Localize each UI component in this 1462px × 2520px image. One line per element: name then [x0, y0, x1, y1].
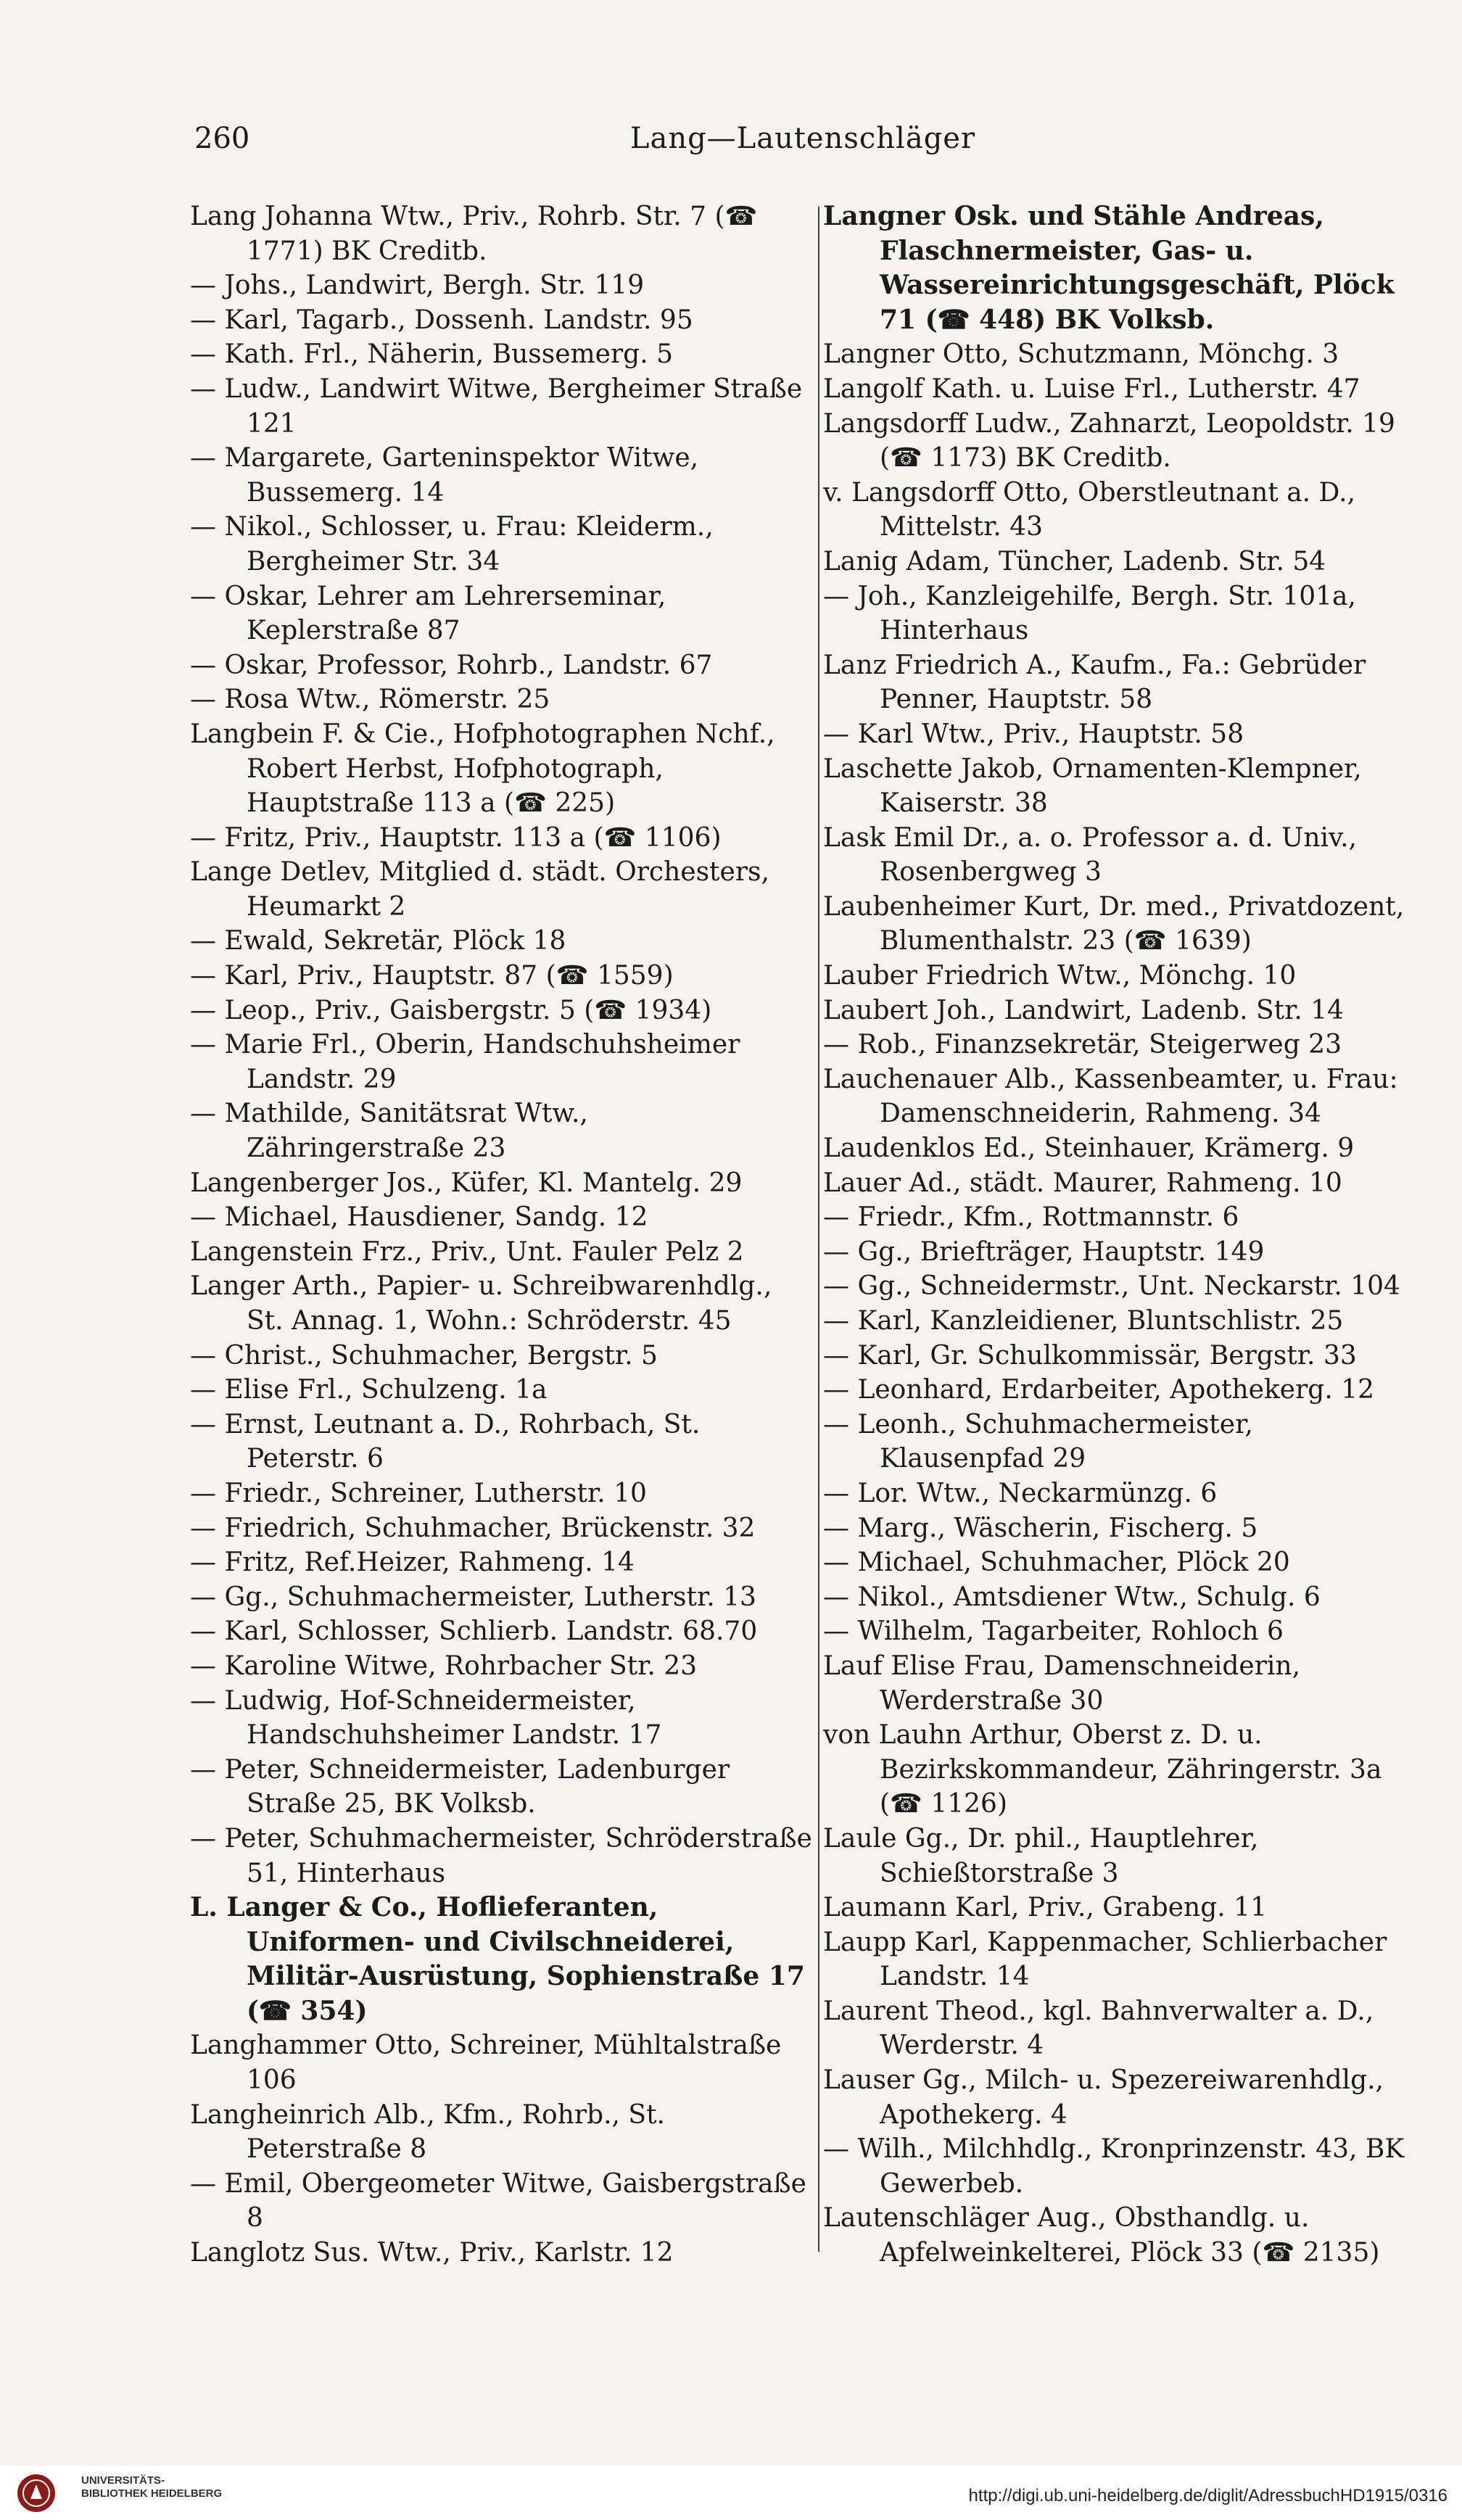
directory-entry: — Gg., Schuhmachermeister, Lutherstr. 13	[190, 1582, 756, 1612]
directory-entry: — Michael, Hausdiener, Sandg. 12	[190, 1202, 648, 1233]
directory-entry: Laupp Karl, Kappenmacher, Schlierbacher Landstr. 14	[823, 1927, 1387, 1992]
directory-entry: Langhammer Otto, Schreiner, Mühltalstraße 106	[190, 2031, 782, 2096]
directory-entry: — Gg., Briefträger, Hauptstr. 149	[823, 1236, 1265, 1267]
directory-entry: Langenstein Frz., Priv., Unt. Fauler Pelz 2	[190, 1236, 744, 1267]
directory-entry: — Nikol., Schlosser, u. Frau: Kleiderm., Bergheimer Str. 34	[190, 512, 714, 577]
directory-entry: — Oskar, Lehrer am Lehrerseminar, Keplerstraße 87	[190, 581, 666, 646]
directory-entry: — Friedr., Schreiner, Lutherstr. 10	[190, 1478, 647, 1508]
directory-entry: — Lor. Wtw., Neckarmünzg. 6	[823, 1478, 1218, 1508]
directory-entry: — Margarete, Garteninspektor Witwe, Bussemerg. 14	[190, 443, 699, 508]
directory-entry: — Karl, Tagarb., Dossenh. Landstr. 95	[190, 305, 693, 335]
source-url[interactable]: http://digi.ub.uni-heidelberg.de/diglit/AdressbuchHD1915/0316	[968, 2486, 1447, 2505]
directory-entry: — Wilh., Milchhdlg., Kronprinzenstr. 43, BK Gewerbeb.	[823, 2134, 1405, 2199]
directory-entry: — Wilhelm, Tagarbeiter, Rohloch 6	[823, 1616, 1284, 1647]
directory-entry: — Peter, Schuhmachermeister, Schröderstraße 51, Hinterhaus	[190, 1823, 812, 1888]
directory-entry: Lauber Friedrich Wtw., Mönchg. 10	[823, 961, 1297, 991]
directory-entry: — Rob., Finanzsekretär, Steigerweg 23	[823, 1030, 1342, 1060]
right-column	[823, 199, 1418, 2271]
left-column	[190, 199, 814, 2271]
directory-entry: — Marie Frl., Oberin, Handschuhsheimer Landstr. 29	[190, 1030, 740, 1094]
directory-entry: — Joh., Kanzleigehilfe, Bergh. Str. 101a, Hinterhaus	[823, 581, 1356, 646]
directory-entry: — Ernst, Leutnant a. D., Rohrbach, St. Peterstr. 6	[190, 1409, 701, 1474]
directory-entry: Lauer Ad., städt. Maurer, Rahmeng. 10	[823, 1168, 1342, 1198]
directory-entry: — Marg., Wäscherin, Fischerg. 5	[823, 1513, 1258, 1543]
directory-entry: — Kath. Frl., Näherin, Bussemerg. 5	[190, 339, 673, 370]
directory-entry: Laschette Jakob, Ornamenten-Klempner, Kaiserstr. 38	[823, 753, 1362, 819]
directory-entry: — Nikol., Amtsdiener Wtw., Schulg. 6	[823, 1582, 1321, 1612]
directory-entry: Laurent Theod., kgl. Bahnverwalter a. D., Werderstr. 4	[823, 1996, 1374, 2061]
column-divider	[818, 207, 819, 2252]
page-title: Lang—Lautenschläger	[629, 122, 976, 155]
directory-entry: Lanz Friedrich A., Kaufm., Fa.: Gebrüder Penner, Hauptstr. 58	[823, 650, 1366, 715]
directory-entry: — Rosa Wtw., Römerstr. 25	[190, 685, 550, 715]
directory-entry: v. Langsdorff Otto, Oberstleutnant a. D., Mittelstr. 43	[823, 477, 1356, 542]
directory-entry: — Fritz, Priv., Hauptstr. 113 a (☎ 1106)	[190, 822, 722, 853]
footer-bar	[0, 2466, 1462, 2520]
directory-entry: — Elise Frl., Schulzeng. 1a	[190, 1375, 548, 1405]
directory-entry: — Karl, Gr. Schulkommissär, Bergstr. 33	[823, 1340, 1357, 1371]
directory-entry: — Karl, Kanzleidiener, Bluntschlistr. 25	[823, 1306, 1344, 1336]
directory-entry: Lanig Adam, Tüncher, Ladenb. Str. 54	[823, 546, 1326, 577]
directory-entry: Laumann Karl, Priv., Grabeng. 11	[823, 1893, 1267, 1923]
page-header	[194, 122, 1411, 165]
directory-entry: Langlotz Sus. Wtw., Priv., Karlstr. 12	[190, 2238, 674, 2268]
directory-entry: — Ewald, Sekretär, Plöck 18	[190, 926, 566, 957]
directory-entry: Lange Detlev, Mitglied d. städt. Orchesters, Heumarkt 2	[190, 857, 769, 922]
directory-entry: Lang Johanna Wtw., Priv., Rohrb. Str. 7 (☎ 1771) BK Creditb.	[190, 202, 758, 266]
library-name: UNIVERSITÄTS- BIBLIOTHEK HEIDELBERG	[81, 2474, 223, 2500]
directory-entry: — Gg., Schneidermstr., Unt. Neckarstr. 104	[823, 1271, 1400, 1302]
directory-entry: — Leop., Priv., Gaisbergstr. 5 (☎ 1934)	[190, 995, 712, 1025]
directory-entry: Langsdorff Ludw., Zahnarzt, Leopoldstr. 19 (☎ 1173) BK Creditb.	[823, 408, 1395, 474]
directory-entry: Langenberger Jos., Küfer, Kl. Mantelg. 29	[190, 1168, 743, 1198]
directory-entry: Lask Emil Dr., a. o. Professor a. d. Univ., Rosenbergweg 3	[823, 822, 1357, 888]
directory-entry: — Johs., Landwirt, Bergh. Str. 119	[190, 270, 645, 301]
directory-entry: Lauser Gg., Milch- u. Spezereiwarenhdlg., Apothekerg. 4	[823, 2065, 1384, 2130]
directory-entry: von Lauhn Arthur, Oberst z. D. u. Bezirkskommandeur, Zähringerstr. 3a (☎ 1126)	[823, 1720, 1382, 1819]
directory-entry: Lauchenauer Alb., Kassenbeamter, u. Frau: Damenschneiderin, Rahmeng. 34	[823, 1064, 1398, 1129]
directory-entry: — Karl Wtw., Priv., Hauptstr. 58	[823, 719, 1244, 749]
directory-entry: — Friedr., Kfm., Rottmannstr. 6	[823, 1202, 1239, 1233]
directory-entry: Laule Gg., Dr. phil., Hauptlehrer, Schießtorstraße 3	[823, 1823, 1259, 1888]
directory-entry: — Karl, Priv., Hauptstr. 87 (☎ 1559)	[190, 961, 674, 991]
directory-entry: — Friedrich, Schuhmacher, Brückenstr. 32	[190, 1513, 756, 1543]
directory-entry: Langbein F. & Cie., Hofphotographen Nchf., Robert Herbst, Hofphotograph, Hauptstraße 113 a (☎ 225)	[190, 719, 775, 819]
directory-entry: Lauf Elise Frau, Damenschneiderin, Werderstraße 30	[823, 1651, 1301, 1716]
directory-entry: Langolf Kath. u. Luise Frl., Lutherstr. 47	[823, 373, 1360, 404]
directory-entry: — Karoline Witwe, Rohrbacher Str. 23	[190, 1651, 698, 1681]
directory-entry: — Emil, Obergeometer Witwe, Gaisbergstraße 8	[190, 2168, 806, 2234]
directory-entry: L. Langer & Co., Hoflieferanten, Uniformen- und Civilschneiderei, Militär-Ausrüstung, Sophienstraße 17 (☎ 354)	[190, 1892, 805, 2026]
university-seal-icon	[15, 2471, 67, 2515]
directory-entry: — Oskar, Professor, Rohrb., Landstr. 67	[190, 650, 713, 680]
directory-entry: — Peter, Schneidermeister, Ladenburger Straße 25, BK Volksb.	[190, 1754, 730, 1819]
directory-entry: Langner Otto, Schutzmann, Mönchg. 3	[823, 339, 1339, 370]
directory-entry: — Karl, Schlosser, Schlierb. Landstr. 68.70	[190, 1616, 758, 1647]
directory-entry: Langner Osk. und Stähle Andreas, Flaschnermeister, Gas- u. Wassereinrichtungsgeschäft, Plöck 71 (☎ 448) BK Volksb.	[823, 201, 1395, 335]
directory-entry: Laubert Joh., Landwirt, Ladenb. Str. 14	[823, 995, 1345, 1025]
directory-entry: — Ludw., Landwirt Witwe, Bergheimer Straße 121	[190, 373, 803, 439]
directory-entry: — Leonhard, Erdarbeiter, Apothekerg. 12	[823, 1375, 1375, 1405]
page-number: 260	[194, 122, 250, 155]
directory-entry: Laudenklos Ed., Steinhauer, Krämerg. 9	[823, 1133, 1355, 1164]
directory-entry: Lautenschläger Aug., Obsthandlg. u. Apfelweinkelterei, Plöck 33 (☎ 2135)	[823, 2203, 1380, 2268]
directory-entry: — Michael, Schuhmacher, Plöck 20	[823, 1548, 1290, 1578]
directory-entry: — Christ., Schuhmacher, Bergstr. 5	[190, 1340, 658, 1371]
directory-entry: Langheinrich Alb., Kfm., Rohrb., St. Peterstraße 8	[190, 2099, 665, 2165]
directory-entry: — Fritz, Ref.Heizer, Rahmeng. 14	[190, 1548, 635, 1578]
directory-entry: — Leonh., Schuhmachermeister, Klausenpfad 29	[823, 1409, 1253, 1474]
directory-entry: — Ludwig, Hof-Schneidermeister, Handschuhsheimer Landstr. 17	[190, 1685, 662, 1751]
directory-entry: Langer Arth., Papier- u. Schreibwarenhdlg., St. Annag. 1, Wohn.: Schröderstr. 45	[190, 1271, 772, 1336]
directory-entry: — Mathilde, Sanitätsrat Wtw., Zähringerstraße 23	[190, 1099, 588, 1164]
directory-entry: Laubenheimer Kurt, Dr. med., Privatdozent, Blumenthalstr. 23 (☎ 1639)	[823, 891, 1405, 957]
